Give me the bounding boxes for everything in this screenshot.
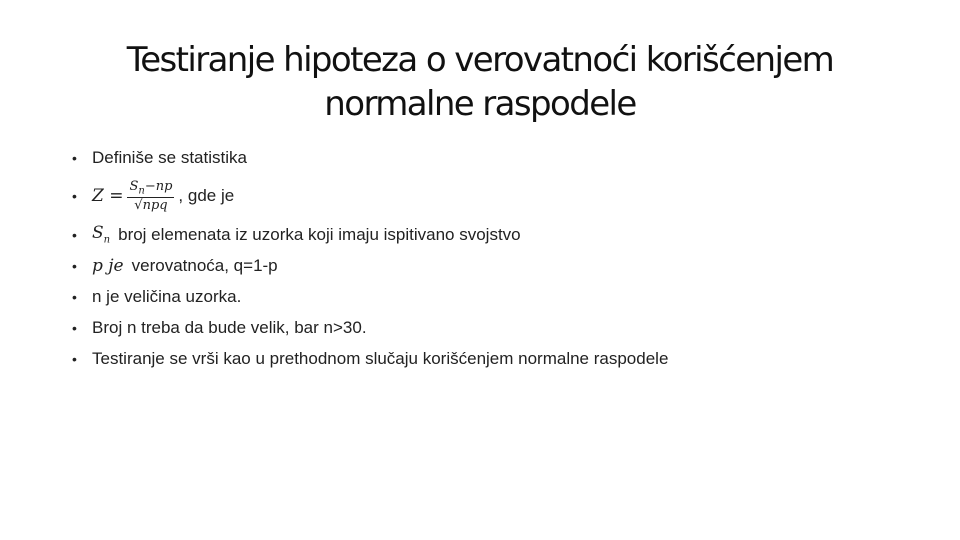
bullet-text: Definiše se statistika [92, 147, 247, 167]
slide-title-line-1: Testiranje hipoteza o verovatnoći korišćenjem [126, 40, 834, 80]
bullet-marker: • [72, 226, 77, 243]
bullet-text: n je veličina uzorka. [92, 286, 242, 306]
slide-title [0, 38, 960, 126]
bullet-list [72, 142, 932, 374]
bullet-text: broj elemenata iz uzorka koji imaju ispitivano svojstvo [118, 224, 521, 244]
numerator-symbol: S [129, 179, 139, 195]
bullet-marker: • [72, 257, 77, 274]
bullet-marker: • [72, 149, 77, 166]
bullet-item-formula [72, 173, 932, 219]
formula-numerator [127, 179, 174, 198]
numerator-rest: −np [144, 179, 173, 195]
p-symbol: p je [92, 255, 124, 276]
slide-title-line-2: normalne raspodele [324, 84, 636, 124]
formula-denominator [132, 198, 169, 213]
bullet-text: Broj n treba da bude velik, bar n>30. [92, 317, 367, 337]
bullet-item-testing [72, 343, 932, 374]
bullet-text: verovatnoća, q=1-p [131, 255, 278, 275]
sn-symbol [92, 223, 110, 245]
sn-subscript: n [103, 234, 111, 246]
bullet-marker: • [72, 288, 77, 305]
bullet-item-n [72, 281, 932, 312]
bullet-marker: • [72, 350, 77, 367]
formula-lhs: Z = [92, 186, 124, 206]
bullet-list-container [72, 142, 932, 374]
sn-letter: S [92, 223, 104, 244]
bullet-marker: • [72, 188, 77, 204]
numerator-subscript: n [138, 185, 145, 197]
denominator-radicand: npq [142, 197, 168, 213]
sqrt-symbol: √ [134, 197, 143, 213]
formula-suffix: , gde je [178, 186, 235, 205]
bullet-item-sn [72, 219, 932, 250]
bullet-item-definition [72, 142, 932, 173]
bullet-marker: • [72, 319, 77, 336]
formula-fraction [127, 179, 174, 213]
bullet-text: Testiranje se vrši kao u prethodnom slučaju korišćenjem normalne raspodele [92, 348, 669, 368]
bullet-item-p [72, 250, 932, 281]
bullet-item-n-size [72, 312, 932, 343]
